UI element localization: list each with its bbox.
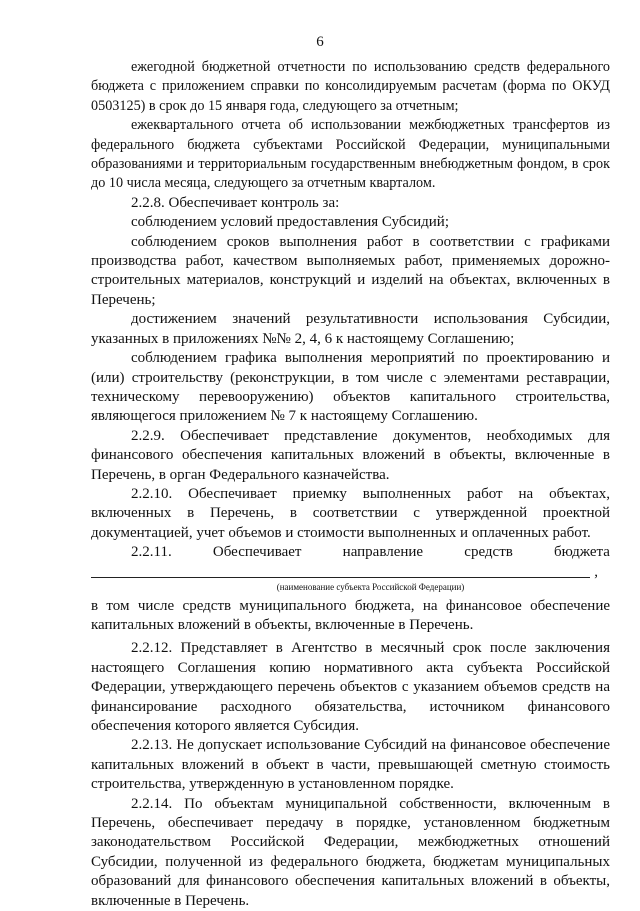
clause-word: Обеспечивает — [212, 544, 302, 561]
paragraph-effectiveness: достижением значений результативности использования Субсидии, указанных в приложениях №№ 2, 4, 6 к настоящему Соглашению; — [91, 311, 610, 347]
paragraph-2-2-11-continuation: в том числе средств муниципального бюджета, на финансовое обеспечение капитальных вложений в объекты, включенные в Перечень. — [91, 597, 610, 633]
paragraph-subsidy-conditions: соблюдением условий предоставления Субсидий; — [131, 214, 450, 231]
blank-underline — [91, 577, 590, 578]
paragraph-quarterly-report: ежеквартального отчета об использовании межбюджетных трансфертов из федерального бюджета субъектами Российской Федерации, муниципальными образованиями и территориальным государственным внебюджетным фондом, в срок до 10 числа месяца, следующего за отчетным кварталом. — [91, 117, 610, 192]
paragraph-2-2-11-first-line — [91, 543, 610, 562]
clause-word: средств — [464, 544, 513, 561]
blank-comma: , — [594, 563, 598, 580]
paragraph-2-2-9: 2.2.9. Обеспечивает представление документов, необходимых для финансового обеспечения капитальных вложений в объекты, включенные в Перечень, в орган Федерального казначейства. — [91, 427, 610, 483]
paragraph-annual-report: ежегодной бюджетной отчетности по использованию средств федерального бюджета с приложением справки по консолидируемым расчетам (форма по ОКУД 0503125) в срок до 15 января года, следующего за отчетным; — [91, 59, 610, 114]
document-body — [91, 58, 610, 911]
clause-word: бюджета — [554, 544, 610, 561]
paragraph-2-2-10: 2.2.10. Обеспечивает приемку выполненных работ на объектах, включенных в Перечень, в соответствии с утвержденной проектной документацией, учет объемов и стоимости выполненных и оплаченных работ. — [91, 485, 610, 541]
paragraph-work-schedule: соблюдением сроков выполнения работ в соответствии с графиками производства работ, качеством выполняемых работ, применяемых дорожно-строительных материалов, конструкций и изделий на объектах, включенных в Перечень; — [91, 233, 610, 308]
paragraph-design-schedule: соблюдением графика выполнения мероприятий по проектированию и (или) строительству (реконструкции, в том числе с элементами реставрации, техническому перевооружению) объектов капитального строительства, являющегося приложением № 7 к настоящему Соглашению. — [91, 350, 610, 425]
clause-number: 2.2.11. — [131, 544, 172, 561]
blank-caption: (наименование субъекта Российской Федерации) — [276, 581, 465, 592]
paragraph-2-2-14: 2.2.14. По объектам муниципальной собственности, включенным в Перечень, обеспечивает передачу в порядке, установленном бюджетным законодательством Российской Федерации, межбюджетных отношений Субсидии, полученной из федерального бюджета, бюджетам муниципальных образований для финансового обеспечения капитальных вложений в объекты, включенные в Перечень. — [91, 795, 610, 909]
paragraph-2-2-13: 2.2.13. Не допускает использование Субсидий на финансовое обеспечение капитальных вложений в объект в части, превышающей сметную стоимость строительства, утвержденную в установленном порядке. — [91, 737, 610, 793]
paragraph-2-2-8: 2.2.8. Обеспечивает контроль за: — [131, 194, 340, 211]
fill-in-blank-line — [91, 563, 610, 582]
page-number: 6 — [316, 34, 324, 50]
clause-word: направление — [342, 544, 424, 561]
paragraph-2-2-12: 2.2.12. Представляет в Агентство в месячный срок после заключения настоящего Соглашения копию нормативного акта субъекта Российской Федерации, утверждающего перечень объектов с указанием объемов средств на финансирование расходного обязательства, источником финансового обеспечения которого является Субсидия. — [91, 640, 610, 734]
